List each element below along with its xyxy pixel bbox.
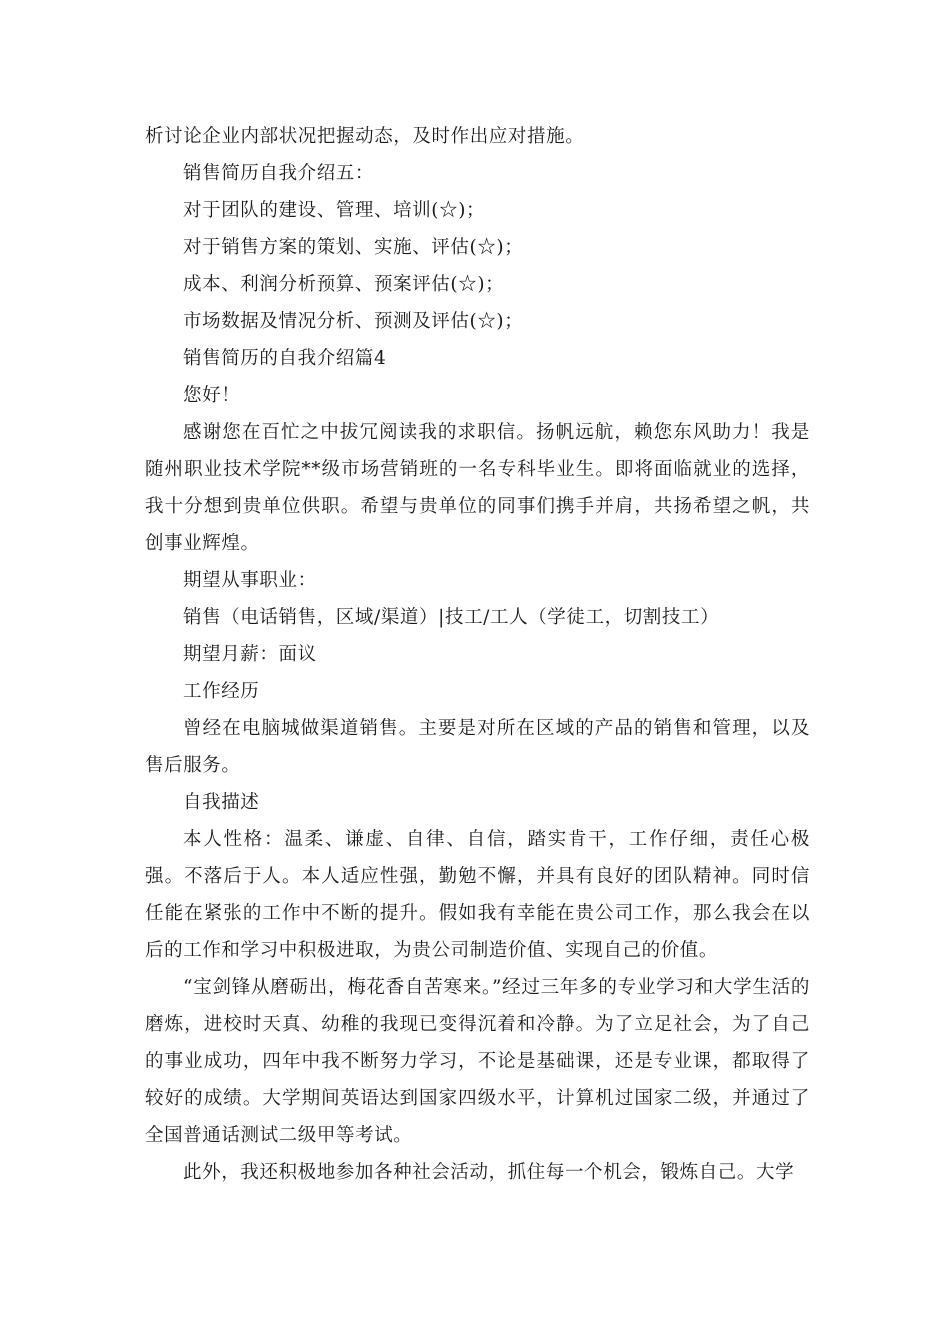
heading-self-description: 自我描述 [183,792,260,813]
document-page [145,118,810,1191]
section-heading-article-4: 销售简历的自我介绍篇4 [183,348,387,369]
desired-salary: 期望月薪：面议 [183,644,317,665]
label-desired-job: 期望从事职业： [183,570,317,591]
greeting: 您好！ [183,385,241,406]
heading-work-experience: 工作经历 [183,681,260,702]
section-heading-intro-5: 销售简历自我介绍五： [183,163,375,184]
desired-job-value: 销售（电话销售，区域/渠道）|技工/工人（学徒工，切割技工） [183,607,720,628]
list-item-sales-plan: 对于销售方案的策划、实施、评估(☆)； [183,237,524,258]
list-item-market-data: 市场数据及情况分析、预测及评估(☆)； [183,311,524,332]
paragraph-activities: 此外，我还积极地参加各种社会活动，抓住每一个机会，锻炼自己。大学 [183,1162,795,1183]
list-item-cost-profit: 成本、利润分析预算、预案评估(☆)； [183,274,505,295]
paragraph-study: “宝剑锋从磨砺出，梅花香自苦寒来。”经过三年多的专业学习和大学生活的磨炼，进校时天真、幼稚的我现已变得沉着和冷静。为了立足社会，为了自己的事业成功，四年中我不断努力学习，不论是基础课，还是专业课，都取得了较好的成绩。大学期间英语达到国家四级水平，计算机过国家二级，并通过了全国普通话测试二级甲等考试。 [145,977,810,1146]
paragraph-work-experience: 曾经在电脑城做渠道销售。主要是对所在区域的产品的销售和管理，以及售后服务。 [145,718,810,776]
paragraph-1: 析讨论企业内部状况把握动态，及时作出应对措施。 [145,126,585,147]
list-item-team: 对于团队的建设、管理、培训(☆)； [183,200,486,221]
paragraph-thanks: 感谢您在百忙之中拔冗阅读我的求职信。扬帆远航，赖您东风助力！我是随州职业技术学院**级市场营销班的一名专科毕业生。即将面临就业的选择，我十分想到贵单位供职。希望与贵单位的同事们携手并肩，共扬希望之帆，共创事业辉煌。 [145,422,810,554]
paragraph-personality: 本人性格：温柔、谦虚、自律、自信，踏实肯干，工作仔细，责任心极强。不落后于人。本人适应性强，勤勉不懈，并具有良好的团队精神。同时信任能在紧张的工作中不断的提升。假如我有幸能在贵公司工作，那么我会在以后的工作和学习中积极进取，为贵公司制造价值、实现自己的价值。 [145,829,810,961]
